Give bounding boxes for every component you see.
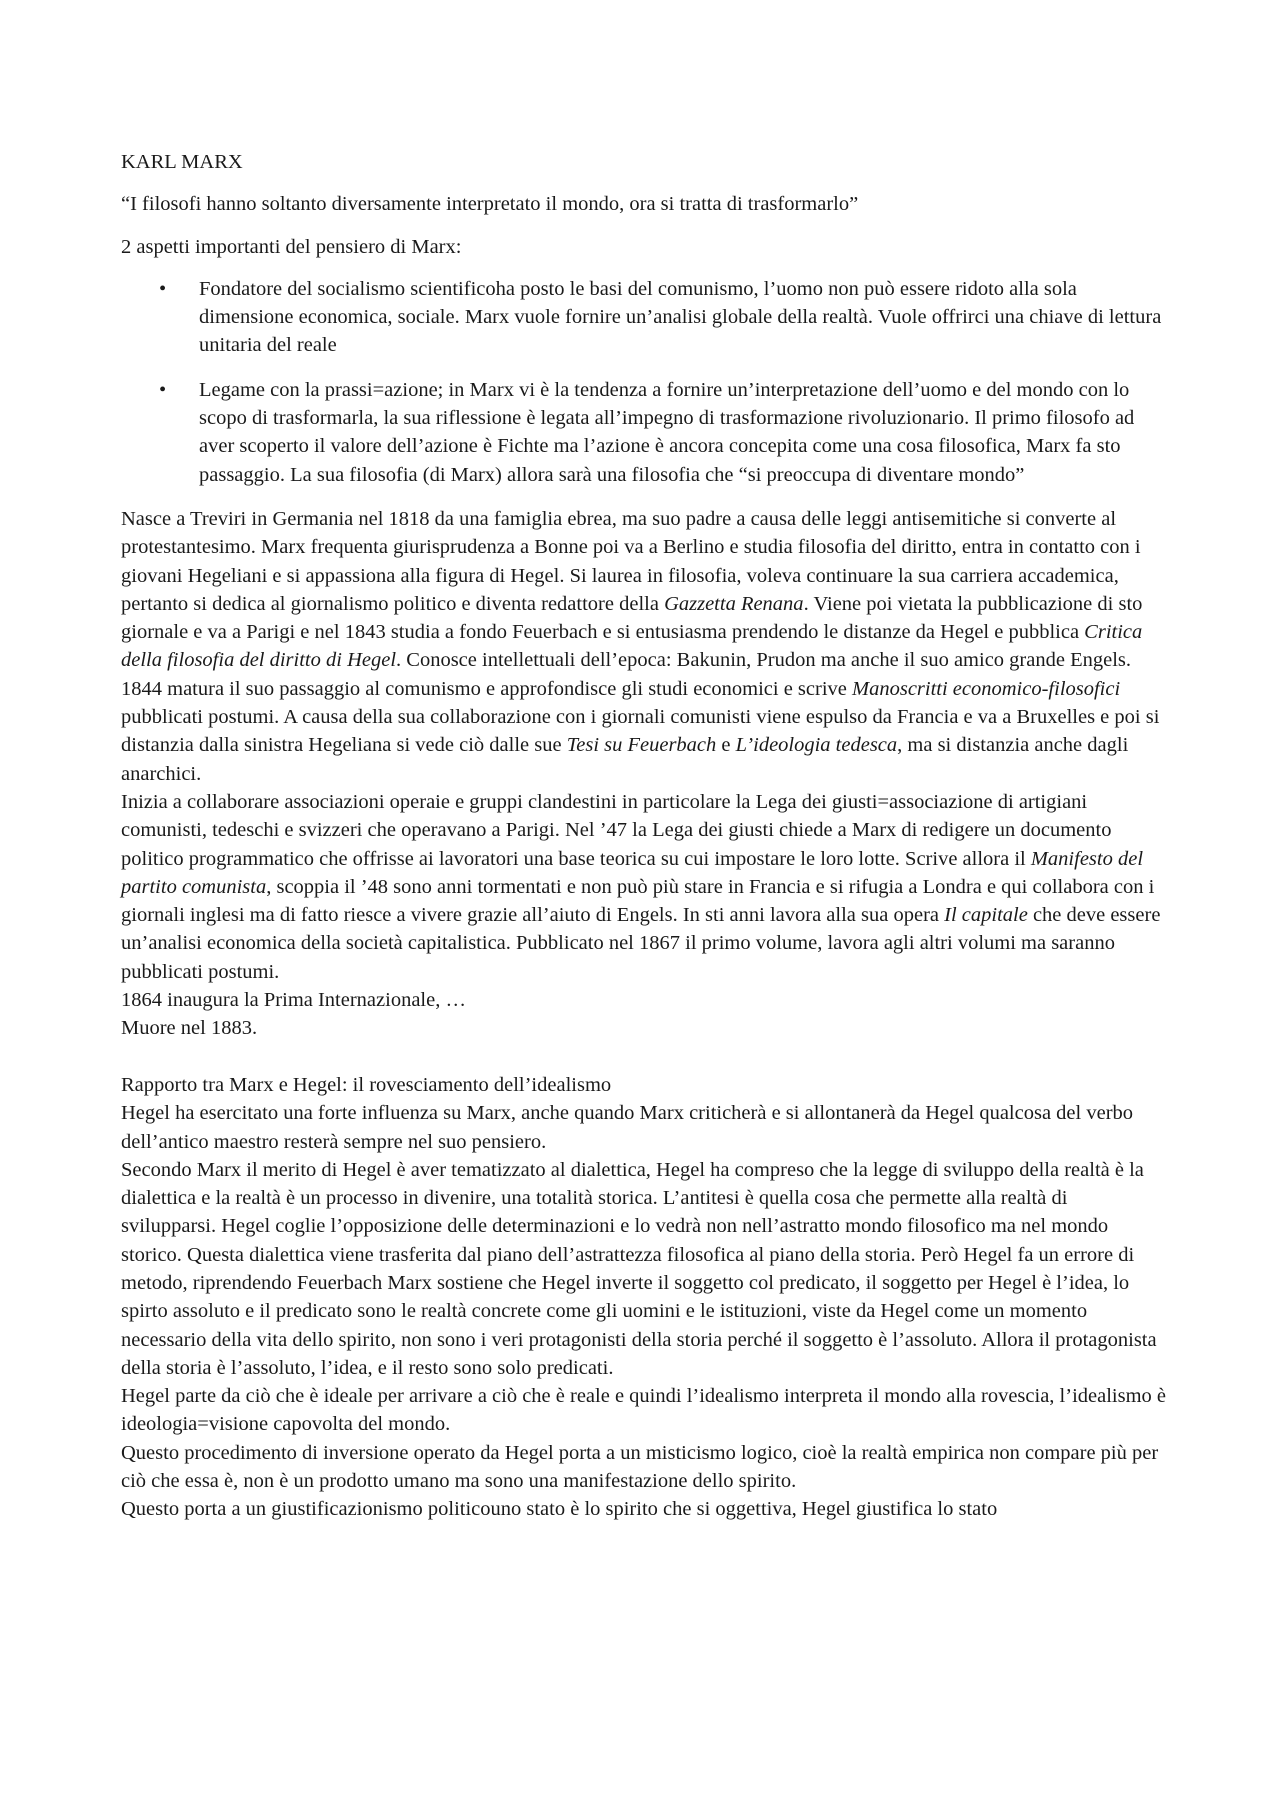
text-run: , scoppia il ’48 sono anni tormentati e non può più stare in Francia e si rifugia a Londra e qui collabora con i giornali inglesi ma di fatto riesce a vivere grazie all’aiuto di Engels. In sti anni lavora alla sua opera [121,875,1155,927]
bio-paragraph-2 [121,675,1166,788]
text-run: . Viene poi vietata la pubblicazione di sto giornale e va a Parigi e nel 1843 studia a fondo Feuerbach e si entusiasma prendendo le distanze da Hegel e pubblica [121,592,1143,644]
text-run: Nasce a Treviri in Germania nel 1818 da una famiglia ebrea, ma suo padre a causa delle leggi antisemitiche si converte al protestantesimo. Marx frequenta giurisprudenza a Bonne poi va a Berlino e studia filosofia del diritto, entra in contatto con i giovani Hegeliani e si appassiona alla figura di Hegel. Si laurea in filosofia, voleva continuare la sua carriera accademica, pertanto si dedica al giornalismo politico e diventa redattore della [121,507,1141,615]
hegel-paragraph-3: Hegel parte da ciò che è ideale per arrivare a ciò che è reale e quindi l’idealismo interpreta il mondo alla rovescia, l’idealismo è ideologia=visione capovolta del mondo. [121,1385,1167,1436]
bio-paragraph-3 [121,788,1166,986]
list-item [121,275,1166,360]
hegel-paragraph-2: Secondo Marx il merito di Hegel è aver tematizzato al dialettica, Hegel ha compreso che la legge di sviluppo della realtà è la dialettica e la realtà è un processo in divenire, una totalità storica. L’antitesi è quella cosa che permette alla realtà di svilupparsi. Hegel coglie l’opposizione delle determinazioni e lo vedrà non nell’astratto mondo filosofico ma nel mondo storico. Questa dialettica viene trasferita dal piano dell’astrattezza filosofica al piano della storia. Però Hegel fa un errore di metodo, riprendendo Feuerbach Marx sostiene che Hegel inverte il soggetto col predicato, il soggetto per Hegel è l’idea, lo spirto assoluto e il predicato sono le realtà concrete come gli uomini e le istituzioni, viste da Hegel come un momento necessario della vita dello spirito, non sono i veri protagonisti della storia perché il soggetto è l’assoluto. Allora il protagonista della storia è l’assoluto, l’idea, e il resto sono solo predicati. [121,1158,1157,1379]
spacer [121,1043,1166,1071]
bio-paragraph-5: Muore nel 1883. [121,1017,258,1040]
opening-quote: “I filosofi hanno soltanto diversamente interpretato il mondo, ora si tratta di trasformarlo” [121,193,859,216]
bullet-icon: • [159,378,167,401]
list-item [121,376,1166,489]
text-run: Inizia a collaborare associazioni operaie e gruppi clandestini in particolare la Lega dei giusti=associazione di artigiani comunisti, tedeschi e svizzeri che operavano a Parigi. Nel ’47 la Lega dei giusti chiede a Marx di redigere un documento politico programmatico che offrisse ai lavoratori una base teorica su cui impostare le loro lotte. Scrive allora il [121,790,1112,870]
text-run: 1844 matura il suo passaggio al comunismo e approfondisce gli studi economici e scrive [121,677,853,700]
work-title: Manoscritti economico-filosofici [852,677,1121,700]
text-run: pubblicati postumi. A causa della sua collaborazione con i giornali comunisti viene espulso da Francia e va a Bruxelles e poi si distanzia dalla sinistra Hegeliana si vede ciò dalle sue [121,706,1160,757]
bullet-icon: • [159,277,167,300]
list-item-text: Legame con la prassi=azione; in Marx vi è la tendenza a fornire un’interpretazione dell’uomo e del mondo con lo scopo di trasformarla, la sua riflessione è legata all’impegno di trasformazione rivoluzionario. Il primo filosofo ad aver scoperto il valore dell’azione è Fichte ma l’azione è ancora concepita come una cosa filosofica, Marx fa sto passaggio. La sua filosofia (di Marx) allora sarà una filosofia che “si preoccupa di diventare mondo” [199,378,1135,486]
hegel-paragraph-1: Hegel ha esercitato una forte influenza su Marx, anche quando Marx criticherà e si allontanerà da Hegel qualcosa del verbo dell’antico maestro resterà sempre nel suo pensiero. [121,1102,1134,1153]
aspects-list [121,275,1166,489]
work-title: Il capitale [944,904,1028,927]
work-title: Manifesto del partito comunista [121,847,1144,898]
text-run: , ma si distanzia anche dagli anarchici. [121,734,1129,785]
bio-paragraph-1 [121,505,1166,675]
hegel-paragraph-4: Questo procedimento di inversione operato da Hegel porta a un misticismo logico, cioè la realtà empirica non compare più per ciò che essa è, non è un prodotto umano ma sono una manifestazione dello spirito. [121,1441,1159,1493]
document-title: KARL MARX [121,151,243,173]
document-body [121,148,1166,1524]
work-title: Tesi su Feuerbach [566,734,717,757]
text-run: . Conosce intellettuali dell’epoca: Bakunin, Prudon ma anche il suo amico grande Engels. [396,649,1131,672]
text-run: che deve essere un’analisi economica della società capitalistica. Pubblicato nel 1867 il primo volume, lavora agli altri volumi ma saranno pubblicati postumi. [121,904,1161,983]
hegel-paragraph-5: Questo porta a un giustificazionismo politicouno stato è lo spirito che si oggettiva, Hegel giustifica lo stato [121,1498,998,1521]
work-title: Critica della filosofia del diritto di Hegel [121,621,1143,672]
list-item-text: Fondatore del socialismo scientificoha posto le basi del comunismo, l’uomo non può essere ridoto alla sola dimensione economica, sociale. Marx vuole fornire un’analisi globale della realtà. Vuole offrirci una chiave di lettura unitaria del reale [199,277,1162,357]
intro-line: 2 aspetti importanti del pensiero di Marx: [121,235,462,258]
work-title: Gazzetta Renana [664,592,804,615]
bio-paragraph-4: 1864 inaugura la Prima Internazionale, … [121,989,466,1012]
section-heading: Rapporto tra Marx e Hegel: il rovesciamento dell’idealismo [121,1073,612,1096]
work-title: L’ideologia tedesca [735,734,898,757]
text-run: e [716,734,736,757]
